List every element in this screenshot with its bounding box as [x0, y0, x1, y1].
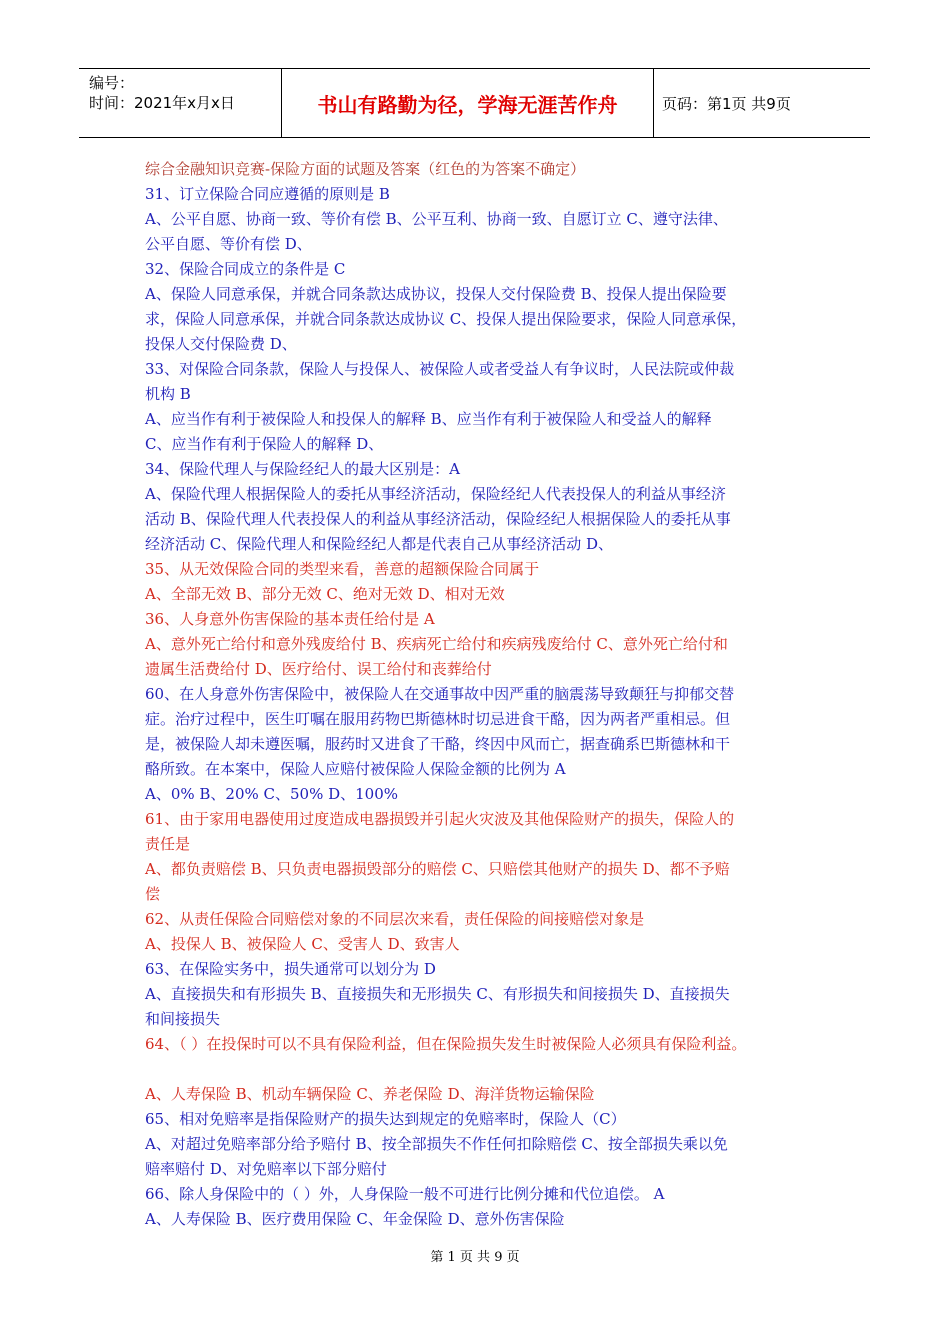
text-line: A、0% B、20% C、50% D、100%	[145, 785, 399, 803]
text-line: 投保人交付保险费 D、	[145, 335, 297, 353]
text-line: A、都负责赔偿 B、只负责电器损毁部分的赔偿 C、只赔偿其他财产的损失 D、都不予赔	[145, 860, 730, 878]
text-line: 64、（ ）在投保时可以不具有保险利益，但在保险损失发生时被保险人必须具有保险利益。	[145, 1035, 747, 1053]
text-line: 求，保险人同意承保，并就合同条款达成协议 C、投保人提出保险要求，保险人同意承保，	[145, 310, 747, 328]
text-line: 综合金融知识竞赛-保险方面的试题及答案（红色的为答案不确定）	[145, 160, 586, 178]
text-line: 责任是	[145, 835, 191, 853]
page-footer: 第 1 页 共 9 页	[430, 1250, 520, 1265]
text-line: 32、保险合同成立的条件是 C	[145, 260, 346, 278]
text-line: 35、从无效保险合同的类型来看，善意的超额保险合同属于	[145, 560, 540, 578]
text-line: 偿	[145, 885, 161, 903]
number-label: 编号：	[89, 74, 135, 92]
text-line: A、人寿保险 B、医疗费用保险 C、年金保险 D、意外伤害保险	[145, 1210, 565, 1228]
text-line: 和间接损失	[145, 1010, 221, 1028]
text-line: A、投保人 B、被保险人 C、受害人 D、致害人	[145, 935, 460, 953]
text-line: 65、相对免赔率是指保险财产的损失达到规定的免赔率时，保险人（C）	[145, 1110, 626, 1128]
text-line: A、直接损失和有形损失 B、直接损失和无形损失 C、有形损失和间接损失 D、直接损失	[145, 985, 730, 1003]
text-line: C、应当作有利于保险人的解释 D、	[145, 435, 384, 453]
text-line: A、公平自愿、协商一致、等价有偿 B、公平互利、协商一致、自愿订立 C、遵守法律、	[145, 210, 728, 228]
text-line: 酪所致。在本案中，保险人应赔付被保险人保险金额的比例为 A	[145, 760, 566, 778]
text-line: 34、保险代理人与保险经纪人的最大区别是：A	[145, 460, 460, 478]
text-line: 66、除人身保险中的（ ）外，人身保险一般不可进行比例分摊和代位追偿。 A	[145, 1185, 665, 1203]
text-line: 症。治疗过程中，医生叮嘱在服用药物巴斯德林时切忌进食干酪，因为两者严重相忌。但	[145, 710, 731, 728]
text-line: 遗属生活费给付 D、医疗给付、误工给付和丧葬给付	[145, 660, 492, 678]
date-label: 时间：2021年x月x日	[89, 94, 235, 112]
text-line: A、人寿保险 B、机动车辆保险 C、养老保险 D、海洋货物运输保险	[145, 1085, 595, 1103]
text-line: A、对超过免赔率部分给予赔付 B、按全部损失不作任何扣除赔偿 C、按全部损失乘以免	[145, 1135, 728, 1153]
header-page-number: 页码：第1页 共9页	[662, 94, 791, 113]
text-line: A、应当作有利于被保险人和投保人的解释 B、应当作有利于被保险人和受益人的解释	[145, 410, 712, 428]
text-line: A、保险人同意承保，并就合同条款达成协议，投保人交付保险费 B、投保人提出保险要	[145, 285, 727, 303]
text-line: 经济活动 C、保险代理人和保险经纪人都是代表自己从事经济活动 D、	[145, 535, 614, 553]
document-body	[145, 157, 825, 1232]
text-line: 62、从责任保险合同赔偿对象的不同层次来看，责任保险的间接赔偿对象是	[145, 910, 645, 928]
text-line: 机构 B	[145, 385, 191, 403]
text-line	[145, 1057, 825, 1082]
text-line: 公平自愿、等价有偿 D、	[145, 235, 312, 253]
text-line: A、保险代理人根据保险人的委托从事经济活动，保险经纪人代表投保人的利益从事经济	[145, 485, 726, 503]
text-line: 是，被保险人却未遵医嘱，服药时又进食了干酪，终因中风而亡，据查确系巴斯德林和干	[145, 735, 731, 753]
text-line: A、全部无效 B、部分无效 C、绝对无效 D、相对无效	[145, 585, 505, 603]
text-line: A、意外死亡给付和意外残废给付 B、疾病死亡给付和疾病残废给付 C、意外死亡给付和	[145, 635, 728, 653]
header-meta	[79, 69, 282, 137]
page-header	[79, 68, 870, 138]
text-line: 61、由于家用电器使用过度造成电器损毁并引起火灾波及其他保险财产的损失，保险人的	[145, 810, 735, 828]
text-line: 33、对保险合同条款，保险人与投保人、被保险人或者受益人有争议时，人民法院或仲裁	[145, 360, 735, 378]
text-line: 活动 B、保险代理人代表投保人的利益从事经济活动，保险经纪人根据保险人的委托从事	[145, 510, 731, 528]
text-line: 63、在保险实务中，损失通常可以划分为 D	[145, 960, 436, 978]
text-line: 31、订立保险合同应遵循的原则是 B	[145, 185, 390, 203]
header-motto: 书山有路勤为径，学海无涯苦作舟	[282, 69, 654, 137]
text-line: 赔率赔付 D、对免赔率以下部分赔付	[145, 1160, 387, 1178]
text-line: 36、人身意外伤害保险的基本责任给付是 A	[145, 610, 435, 628]
text-line: 60、在人身意外伤害保险中，被保险人在交通事故中因严重的脑震荡导致颠狂与抑郁交替	[145, 685, 735, 703]
